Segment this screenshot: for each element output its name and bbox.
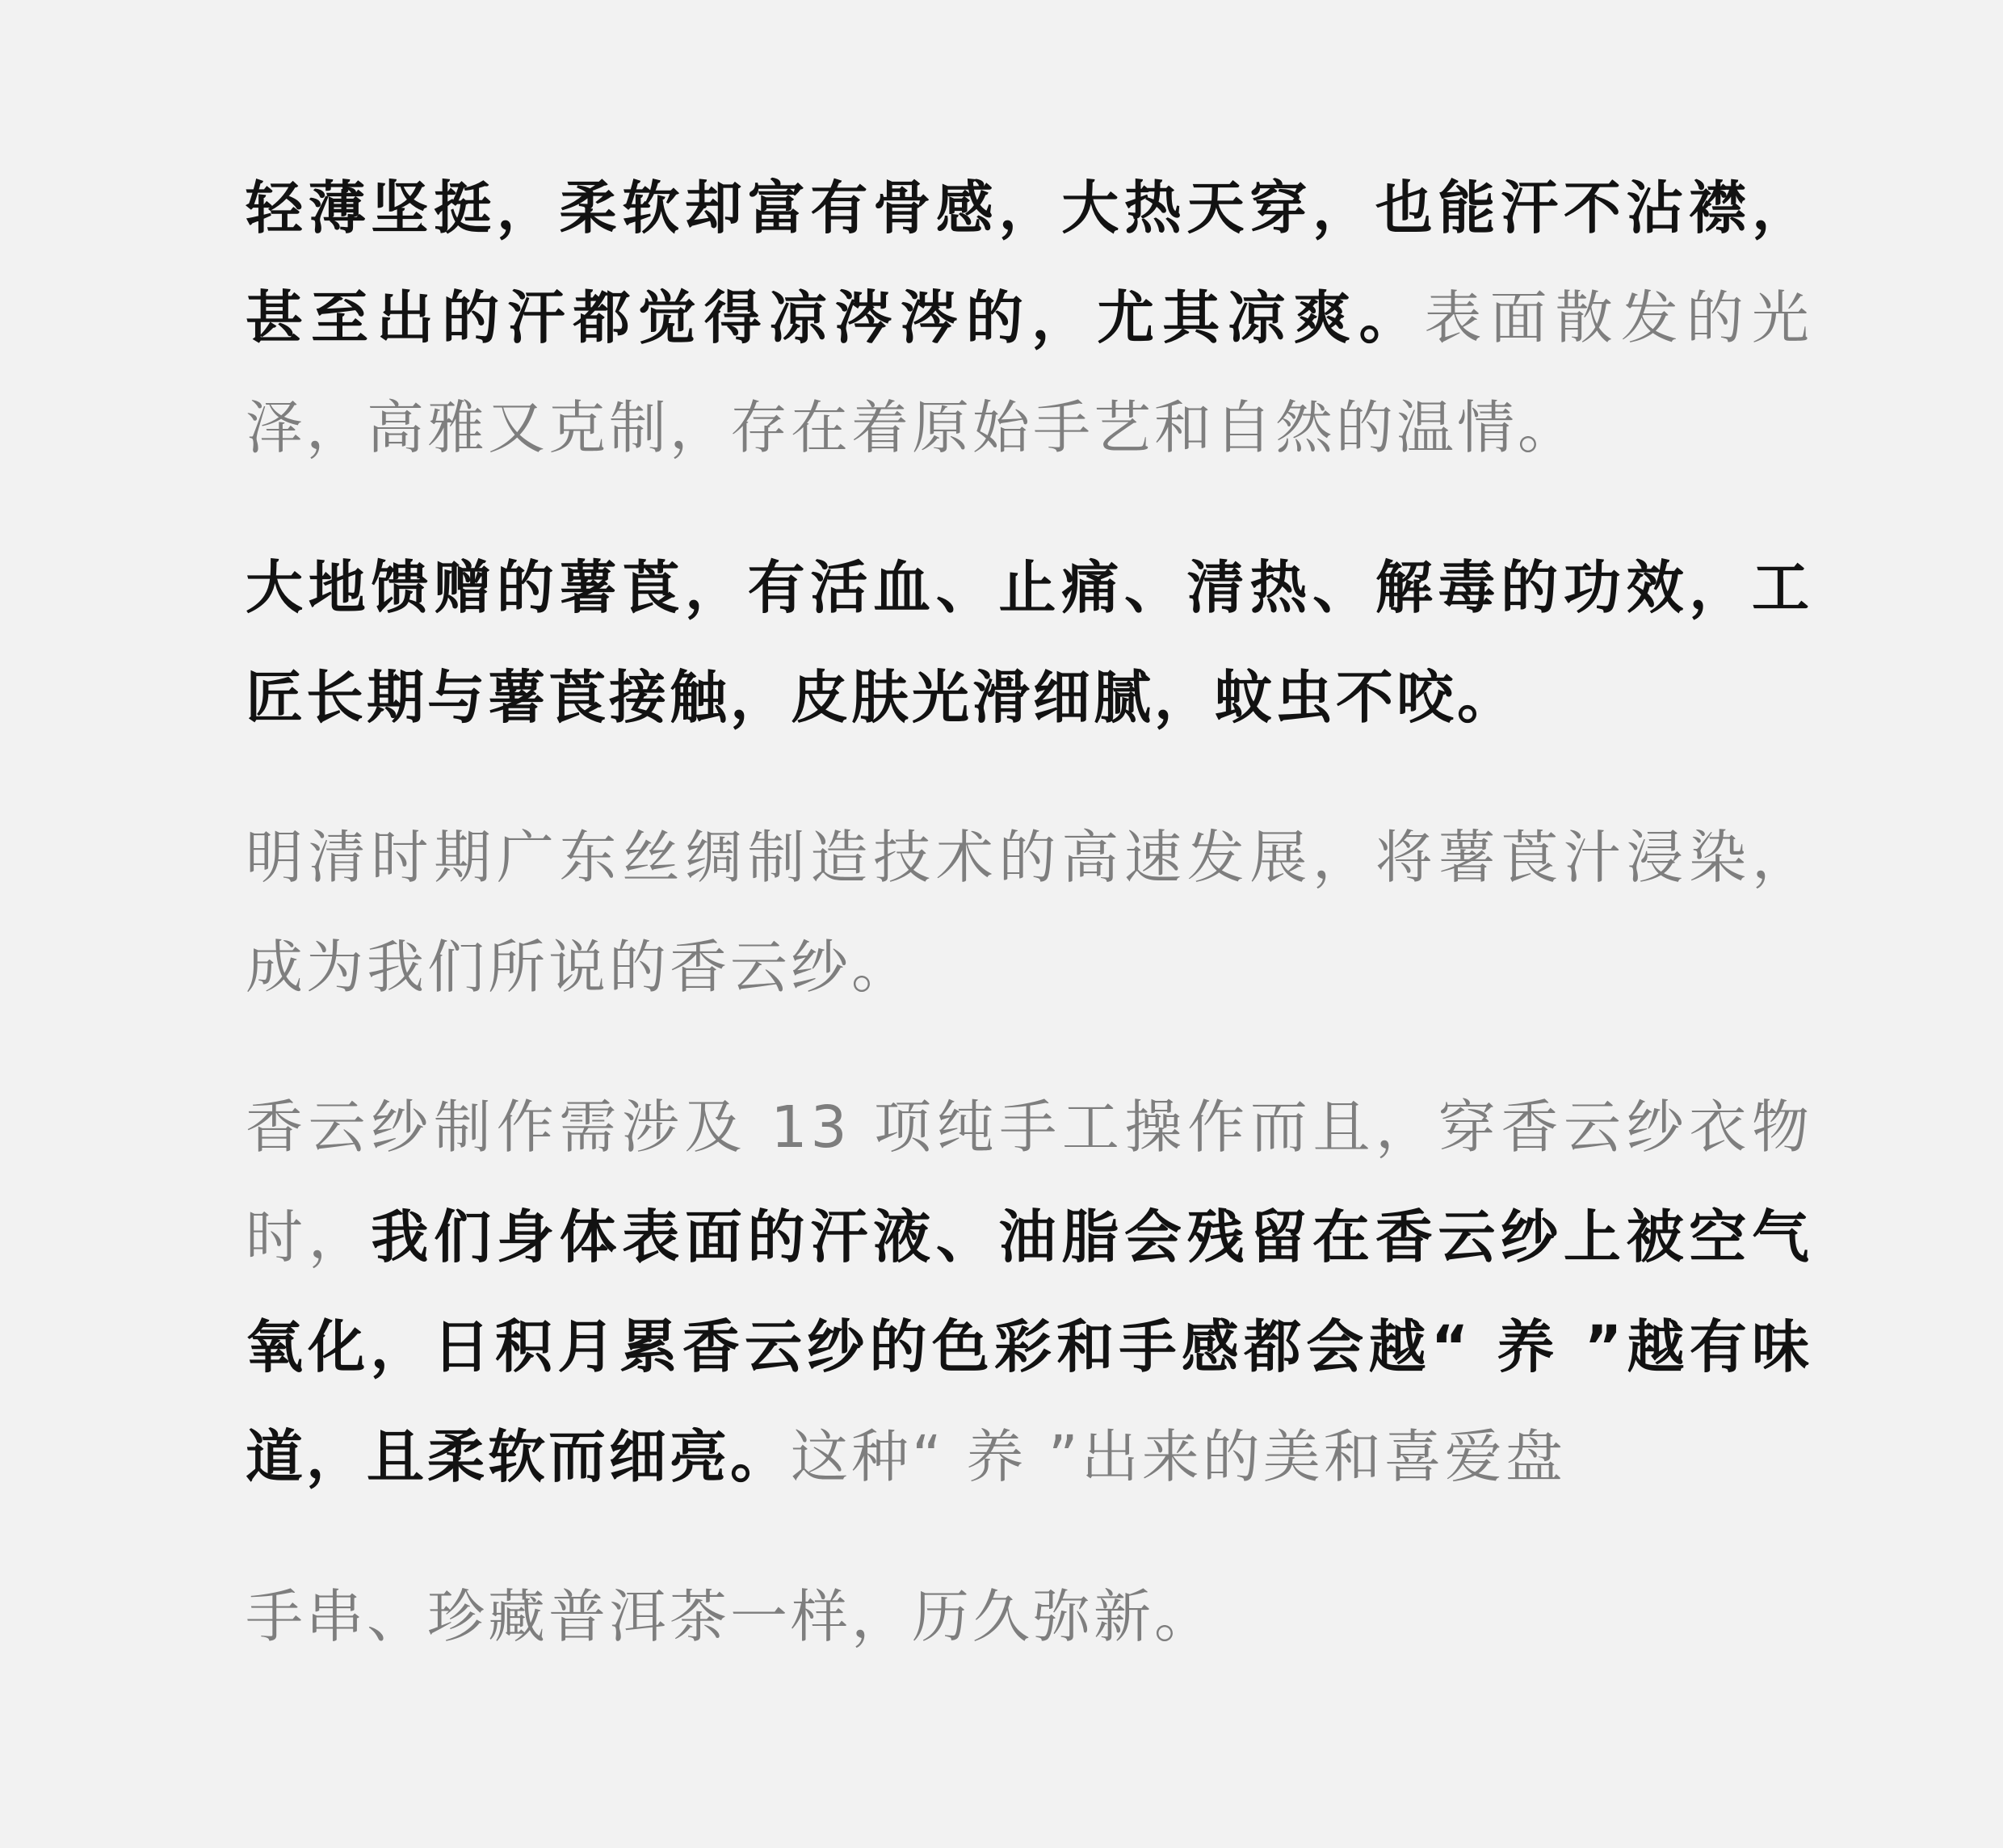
text-segment-light: 表面散发的光泽，高雅又克制，存在着原始手艺和自然的温情。: [246, 284, 1812, 461]
paragraph-fabric-qualities: [246, 153, 1812, 483]
text-segment-light: 香云纱制作需涉及 13 项纯手工操作而且，穿香云纱衣物时，: [246, 1094, 1812, 1270]
text-segment-light: 明清时期广东丝绸制造技术的高速发展，将薯莨汁浸染，成为我们所说的香云纱。: [246, 824, 1812, 1001]
paragraph-craft-and-aging: [246, 1073, 1812, 1512]
text-segment-bold: 我们身体表面的汗液、油脂会残留在香云纱上被空气氧化，日积月累香云纱的色彩和手感都会越“ 养 ”越有味道，且柔软而细亮。: [246, 1203, 1812, 1490]
article-body: [246, 153, 1812, 1672]
paragraph-shuliang-benefits: [246, 533, 1812, 753]
text-segment-bold: 轻薄坚挺，柔软却富有骨感，大热天穿，也能汗不沾襟，甚至出的汗都觉得凉涔涔的，尤其凉爽。: [246, 174, 1812, 351]
text-segment-light: 这种“ 养 ”出来的美和喜爱盘: [791, 1423, 1566, 1490]
paragraph-history: [246, 803, 1812, 1023]
text-segment-bold: 大地馈赠的薯莨，有活血、止痛、清热、解毒的功效，工匠长期与薯莨接触，皮肤光滑细腻，蚊虫不咬。: [246, 554, 1812, 731]
paragraph-closing: [246, 1562, 1812, 1672]
text-segment-light: 手串、珍藏普洱茶一样，历久弥新。: [246, 1583, 1216, 1650]
